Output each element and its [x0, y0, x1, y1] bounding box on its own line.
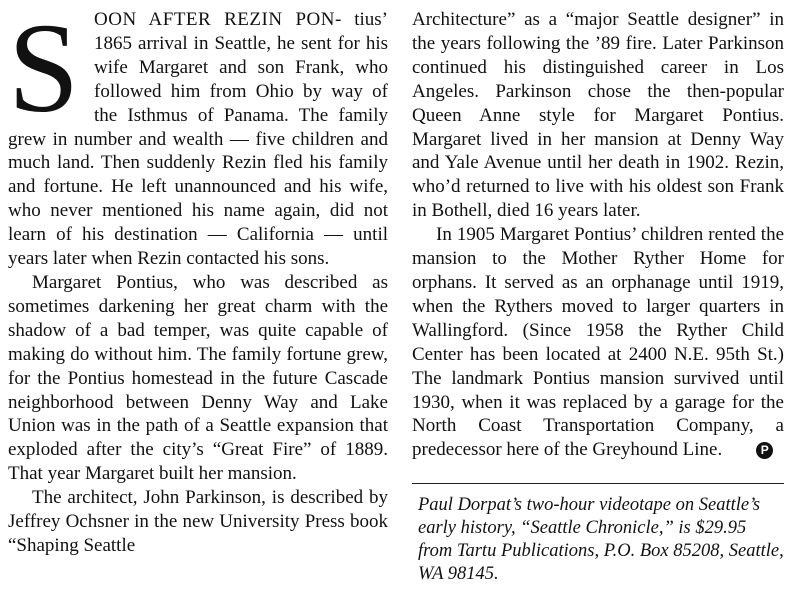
lead-in: OON AFTER REZIN PON-: [94, 9, 342, 30]
article-paragraph-3-end: Architecture” as a “major Seattle designer” in the years following the ’89 fire. Later Parkinson continued his distinguished career in Los Angeles. Parkinson chose the then-popular Queen Anne style for Margaret Pontius. Margaret lived in her mansion at Denny Way and Yale Avenue until her death in 1902. Rezin, who’d returned to live with his oldest son Frank in Bothell, died 16 years later.: [412, 9, 784, 222]
article-paragraph-4: [412, 223, 784, 462]
end-mark-icon: P: [756, 442, 773, 459]
credit-divider: [412, 483, 784, 484]
article-paragraph-3-start: The architect, John Parkinson, is described by Jeffrey Ochsner in the new University Press book “Shaping Seattle: [8, 487, 388, 556]
article-column-right: [412, 8, 784, 462]
article-paragraph-1: [8, 0, 389, 271]
article-column-left: [8, 0, 389, 558]
author-credit: Paul Dorpat’s two-hour videotape on Seattle’s early history, “Seattle Chronicle,” is $29.95 from Tartu Publications, P.O. Box 85208, Seattle, WA 98145.: [418, 495, 784, 584]
paragraph-1-body: tius’ 1865 arrival in Seattle, he sent for his wife Margaret and son Frank, who followed him from Ohio by way of the Isthmus of Panama. The family grew in number and wealth — five children and much land. Then suddenly Rezin fled his family and fortune. He left unannounced and his wife, who never mentioned his name again, did not learn of his destination — California — until years later when Rezin contacted his sons.: [8, 9, 389, 270]
paragraph-4-body: In 1905 Margaret Pontius’ children rented the mansion to the Mother Ryther Home for orphans. It served as an orphanage until 1919, when the Rythers moved to larger quarters in Wallingford. (Since 1958 the Ryther Child Center has been located at 2400 N.E. 95th St.) The landmark Pontius mansion survived until 1930, when it was replaced by a garage for the North Coast Transportation Company, a predecessor here of the Greyhound Line.: [412, 224, 784, 461]
drop-cap: S: [8, 0, 80, 139]
article-paragraph-2: Margaret Pontius, who was described as sometimes darkening her great charm with the shadow of a bad temper, was quite capable of making do without him. The family fortune grew, for the Pontius homestead in the future Cascade neighborhood between Denny Way and Lake Union was in the path of a Seattle expansion that exploded after the city’s “Great Fire” of 1889. That year Margaret built her mansion.: [8, 271, 388, 485]
